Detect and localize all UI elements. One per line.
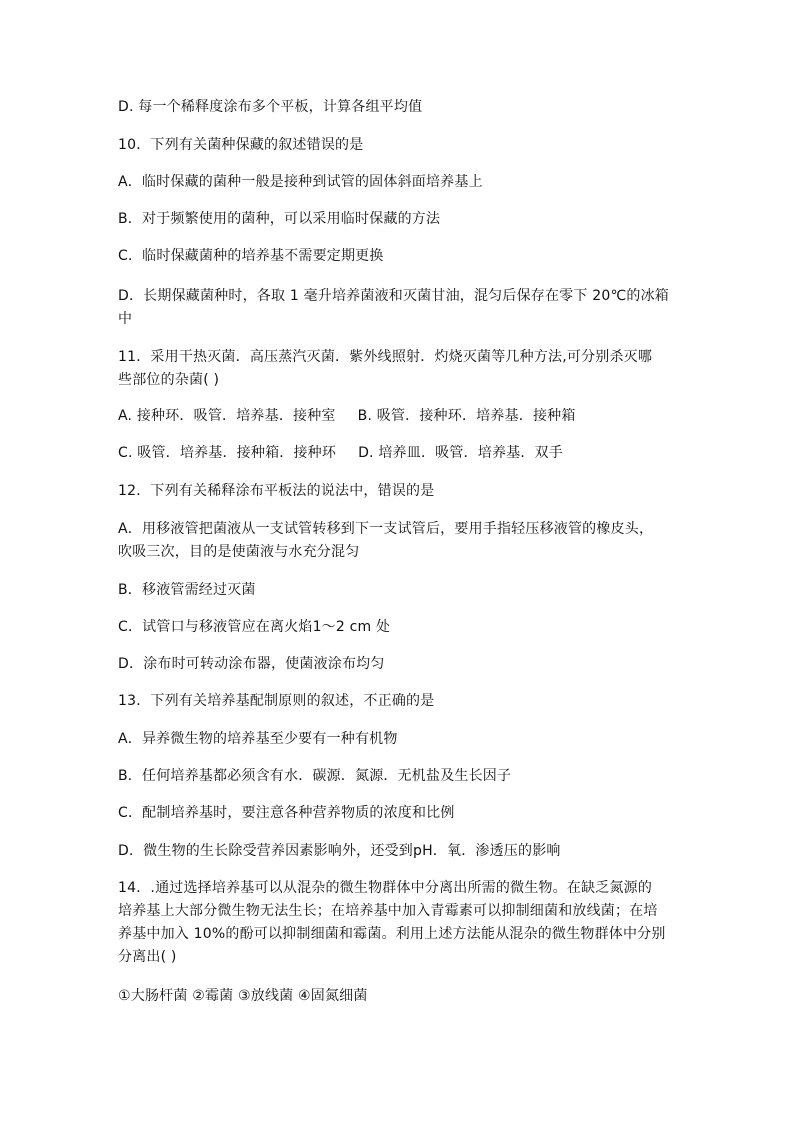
question-14-stem-line3: 养基中加入 10%的酚可以抑制细菌和霉菌。利用上述方法能从混杂的微生物群体中分别 (118, 926, 666, 942)
q10-option-d-line1: D．长期保藏菌种时，各取 1 毫升培养菌液和灭菌甘油，混匀后保存在零下 20℃的冰箱 (118, 288, 669, 304)
q12-option-a-line1: A．用移液管把菌液从一支试管转移到下一支试管后，要用手指轻压移液管的橡皮头， (118, 521, 654, 537)
q11-option-a: A. 接种环．吸管．培养基．接种室 (118, 408, 336, 424)
question-13-stem: 13．下列有关培养基配制原则的叙述，不正确的是 (118, 693, 435, 709)
question-11-stem-line1: 11．采用干热灭菌．高压蒸汽灭菌．紫外线照射．灼烧灭菌等几种方法,可分别杀灭哪 (118, 349, 653, 365)
q13-option-c: C．配制培养基时，要注意各种营养物质的浓度和比例 (118, 805, 455, 821)
q12-option-b: B．移液管需经过灭菌 (118, 582, 256, 598)
q11-option-c: C. 吸管．培养基．接种箱．接种环 (118, 445, 337, 461)
question-12-stem: 12．下列有关稀释涂布平板法的说法中，错误的是 (118, 483, 435, 499)
question-14-stem-line2: 培养基上大部分微生物无法生长；在培养基中加入青霉素可以抑制细菌和放线菌；在培 (118, 903, 658, 919)
q12-option-d: D．涂布时可转动涂布器，使菌液涂布均匀 (118, 656, 385, 672)
question-11-stem-line2: 些部位的杂菌( ) (118, 372, 220, 388)
question-14-stem-line1: 14．.通过选择培养基可以从混杂的微生物群体中分离出所需的微生物。在缺乏氮源的 (118, 880, 653, 896)
q13-option-a: A．异养微生物的培养基至少要有一种有机物 (118, 731, 398, 747)
q10-option-b: B．对于频繁使用的菌种，可以采用临时保藏的方法 (118, 211, 441, 227)
q10-option-a: A．临时保藏的菌种一般是接种到试管的固体斜面培养基上 (118, 174, 483, 190)
q11-option-b: B. 吸管．接种环．培养基．接种箱 (357, 408, 576, 424)
q10-option-c: C．临时保藏菌种的培养基不需要定期更换 (118, 248, 384, 264)
q14-items: ①大肠杆菌 ②霉菌 ③放线菌 ④固氮细菌 (118, 988, 368, 1004)
q13-option-b: B．任何培养基都必须含有水．碳源．氮源．无机盐及生长因子 (118, 768, 512, 784)
question-10-stem: 10．下列有关菌种保藏的叙述错误的是 (118, 137, 364, 153)
q11-options-row2 (118, 442, 678, 465)
q12-option-c: C．试管口与移液管应在离火焰1～2 cm 处 (118, 619, 391, 635)
q11-option-d: D. 培养皿．吸管．培养基．双手 (358, 445, 563, 461)
q11-options-row1 (118, 405, 678, 428)
q9-option-d: D. 每一个稀释度涂布多个平板，计算各组平均值 (118, 99, 423, 115)
q10-option-d-line2: 中 (118, 311, 133, 327)
q13-option-d: D．微生物的生长除受营养因素影响外，还受到pH．氧．渗透压的影响 (118, 843, 561, 859)
question-14-stem-line4: 分离出( ) (118, 949, 177, 965)
q12-option-a-line2: 吹吸三次，目的是使菌液与水充分混匀 (118, 544, 360, 560)
